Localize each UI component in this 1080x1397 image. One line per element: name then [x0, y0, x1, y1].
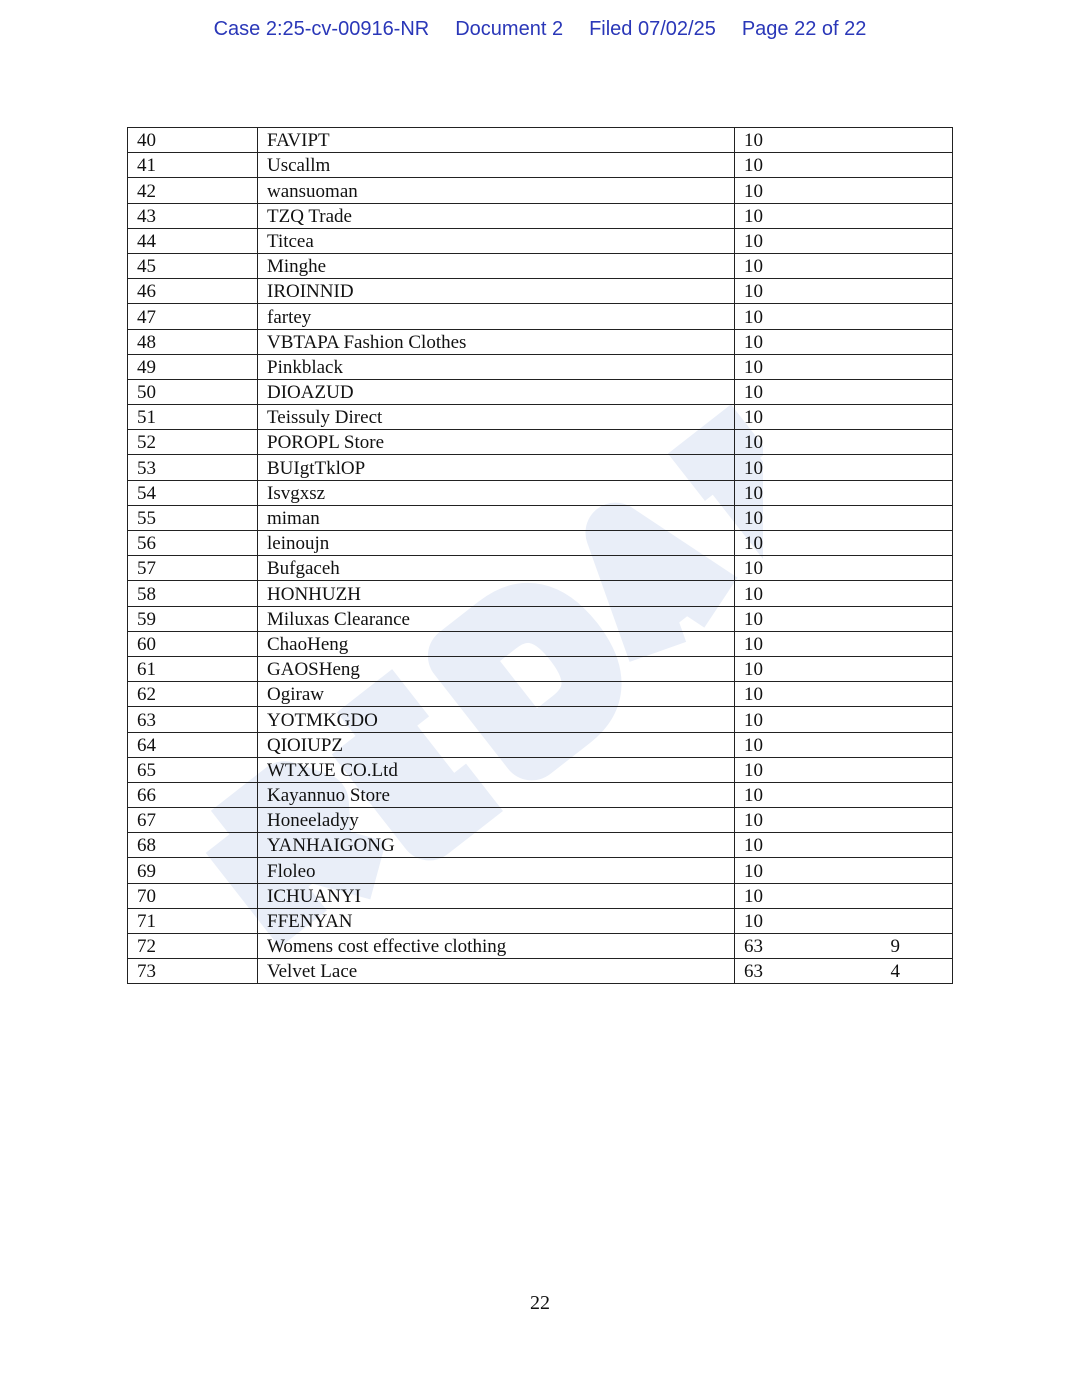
redaction-block: [763, 480, 895, 505]
row-number: 73: [128, 959, 258, 984]
table-row: [128, 732, 953, 757]
seller-id-visible: 10: [744, 558, 763, 580]
seller-id-visible: 10: [744, 180, 763, 202]
table-row: [128, 304, 953, 329]
seller-id-cell: [735, 631, 953, 656]
table-row: [128, 253, 953, 278]
filed-date: Filed 07/02/25: [589, 18, 716, 40]
table-row: [128, 858, 953, 883]
row-number: 70: [128, 883, 258, 908]
seller-id-visible: 10: [744, 155, 763, 177]
seller-name: POROPL Store: [258, 430, 735, 455]
seller-id-visible: 10: [744, 508, 763, 529]
redaction-block: [763, 354, 895, 379]
redaction-block: [763, 178, 895, 203]
row-number: 51: [128, 405, 258, 430]
seller-name: Floleo: [258, 858, 735, 883]
row-number: 43: [128, 203, 258, 228]
seller-id-cell: [735, 531, 953, 556]
table-row: [128, 682, 953, 707]
seller-id-cell: [735, 682, 953, 707]
seller-id-cell: [735, 253, 953, 278]
seller-id-visible: 10: [744, 659, 763, 681]
seller-name: Uscallm: [258, 153, 735, 178]
seller-name: Teissuly Direct: [258, 405, 735, 430]
row-number: 40: [128, 128, 258, 153]
seller-id-cell: [735, 833, 953, 858]
seller-id-cell: [735, 656, 953, 681]
seller-id-visible: 10: [744, 785, 763, 807]
row-number: 55: [128, 505, 258, 530]
seller-name: Velvet Lace: [258, 959, 735, 984]
redaction-block: [763, 707, 895, 732]
seller-name: FFENYAN: [258, 908, 735, 933]
redaction-block: [763, 153, 895, 178]
redaction-block: [763, 556, 895, 581]
table-row: [128, 228, 953, 253]
case-header: [0, 18, 1080, 41]
seller-id-cell: [735, 782, 953, 807]
seller-id-visible: 10: [744, 482, 763, 504]
seller-name: ICHUANYI: [258, 883, 735, 908]
seller-name: FAVIPT: [258, 128, 735, 153]
table-row: [128, 883, 953, 908]
row-number: 41: [128, 153, 258, 178]
seller-id-cell: [735, 203, 953, 228]
seller-id-cell: [735, 757, 953, 782]
table-row: [128, 354, 953, 379]
schedule-table-body: [128, 128, 953, 984]
redaction-block: [763, 732, 895, 757]
redaction-block: [763, 304, 895, 329]
redaction-block: [763, 959, 895, 984]
seller-name: Honeeladyy: [258, 808, 735, 833]
seller-name: GAOSHeng: [258, 656, 735, 681]
seller-id-visible: 10: [744, 835, 763, 857]
seller-id-visible: 10: [744, 684, 763, 706]
row-number: 45: [128, 253, 258, 278]
table-row: [128, 329, 953, 354]
seller-id-visible: 10: [744, 331, 763, 353]
seller-id-cell: [735, 908, 953, 933]
table-row: [128, 959, 953, 984]
seller-name: Womens cost effective clothing: [258, 934, 735, 959]
seller-name: IROINNID: [258, 279, 735, 304]
seller-name: ChaoHeng: [258, 631, 735, 656]
seller-id-visible: 63: [744, 936, 763, 958]
seller-id-cell: [735, 228, 953, 253]
seller-id-cell: [735, 505, 953, 530]
seller-id-visible: 10: [744, 205, 763, 227]
redaction-block: [763, 430, 895, 455]
seller-id-cell: [735, 581, 953, 606]
page-of: Page 22 of 22: [741, 18, 867, 40]
seller-name: leinoujn: [258, 531, 735, 556]
row-number: 42: [128, 178, 258, 203]
table-row: [128, 153, 953, 178]
table-row: [128, 379, 953, 404]
row-number: 65: [128, 757, 258, 782]
row-number: 57: [128, 556, 258, 581]
row-number: 72: [128, 934, 258, 959]
seller-id-cell: [735, 480, 953, 505]
seller-id-cell: [735, 883, 953, 908]
seller-id-visible: 10: [744, 608, 763, 630]
case-number: Case 2:25-cv-00916-NR: [213, 18, 430, 40]
seller-id-cell: [735, 304, 953, 329]
redaction-block: [763, 329, 895, 354]
seller-id-cell: [735, 732, 953, 757]
redaction-block: [763, 505, 895, 530]
redaction-block: [763, 405, 895, 430]
seller-name: QIOIUPZ: [258, 732, 735, 757]
row-number: 52: [128, 430, 258, 455]
seller-id-visible: 10: [744, 230, 763, 252]
table-row: [128, 279, 953, 304]
row-number: 47: [128, 304, 258, 329]
row-number: 60: [128, 631, 258, 656]
row-number: 49: [128, 354, 258, 379]
seller-id-visible: 10: [744, 885, 763, 907]
seller-name: TZQ Trade: [258, 203, 735, 228]
table-row: [128, 178, 953, 203]
seller-id-visible: 10: [744, 130, 763, 152]
table-row: [128, 480, 953, 505]
row-number: 46: [128, 279, 258, 304]
seller-id-visible: 10: [744, 356, 763, 378]
seller-id-tail: 9: [890, 936, 900, 958]
seller-id-visible: 10: [744, 709, 763, 731]
redaction-block: [763, 883, 895, 908]
seller-id-cell: [735, 128, 953, 153]
redaction-block: [763, 682, 895, 707]
seller-id-cell: [735, 556, 953, 581]
document-number: Document 2: [455, 18, 564, 40]
seller-name: fartey: [258, 304, 735, 329]
seller-id-visible: 10: [744, 583, 763, 605]
seller-name: Pinkblack: [258, 354, 735, 379]
redaction-block: [763, 833, 895, 858]
row-number: 63: [128, 707, 258, 732]
seller-id-visible: 10: [744, 306, 763, 328]
seller-id-cell: [735, 329, 953, 354]
row-number: 66: [128, 782, 258, 807]
row-number: 67: [128, 808, 258, 833]
seller-id-cell: [735, 354, 953, 379]
seller-id-cell: [735, 858, 953, 883]
seller-name: WTXUE CO.Ltd: [258, 757, 735, 782]
table-row: [128, 606, 953, 631]
redaction-block: [763, 455, 895, 480]
seller-name: wansuoman: [258, 178, 735, 203]
seller-id-tail: 4: [890, 961, 900, 983]
table-row: [128, 531, 953, 556]
seller-id-cell: [735, 405, 953, 430]
seller-name: DIOAZUD: [258, 379, 735, 404]
table-row: [128, 656, 953, 681]
table-row: [128, 430, 953, 455]
seller-name: HONHUZH: [258, 581, 735, 606]
seller-id-cell: [735, 178, 953, 203]
redaction-block: [763, 253, 895, 278]
table-row: [128, 581, 953, 606]
redaction-block: [763, 656, 895, 681]
redaction-block: [763, 631, 895, 656]
seller-id-cell: [735, 153, 953, 178]
seller-id-visible: 63: [744, 961, 763, 983]
seller-id-cell: [735, 959, 953, 984]
redaction-block: [763, 908, 895, 933]
table-row: [128, 908, 953, 933]
row-number: 50: [128, 379, 258, 404]
table-row: [128, 556, 953, 581]
seller-name: VBTAPA Fashion Clothes: [258, 329, 735, 354]
redaction-block: [763, 782, 895, 807]
row-number: 53: [128, 455, 258, 480]
seller-id-cell: [735, 606, 953, 631]
redaction-block: [763, 757, 895, 782]
table-row: [128, 455, 953, 480]
table-row: [128, 203, 953, 228]
schedule-table: [127, 127, 953, 984]
redaction-block: [763, 808, 895, 833]
seller-name: Kayannuo Store: [258, 782, 735, 807]
seller-id-visible: 10: [744, 911, 763, 932]
row-number: 56: [128, 531, 258, 556]
row-number: 68: [128, 833, 258, 858]
seller-id-visible: 10: [744, 407, 763, 429]
row-number: 62: [128, 682, 258, 707]
seller-name: Ogiraw: [258, 682, 735, 707]
table-row: [128, 707, 953, 732]
redaction-block: [763, 228, 895, 253]
table-row: [128, 833, 953, 858]
seller-id-cell: [735, 379, 953, 404]
redaction-block: [763, 379, 895, 404]
row-number: 44: [128, 228, 258, 253]
table-row: [128, 631, 953, 656]
row-number: 61: [128, 656, 258, 681]
row-number: 54: [128, 480, 258, 505]
seller-id-visible: 10: [744, 256, 763, 278]
seller-id-visible: 10: [744, 810, 763, 832]
seller-name: Isvgxsz: [258, 480, 735, 505]
seller-name: miman: [258, 505, 735, 530]
seller-id-visible: 10: [744, 533, 763, 555]
row-number: 58: [128, 581, 258, 606]
row-number: 71: [128, 908, 258, 933]
redaction-block: [763, 279, 895, 304]
table-row: [128, 934, 953, 959]
redaction-block: [763, 934, 895, 959]
seller-id-cell: [735, 707, 953, 732]
redaction-block: [763, 581, 895, 606]
redaction-block: [763, 203, 895, 228]
redaction-block: [763, 531, 895, 556]
seller-id-cell: [735, 934, 953, 959]
row-number: 59: [128, 606, 258, 631]
seller-name: Titcea: [258, 228, 735, 253]
table-row: [128, 782, 953, 807]
page-number: 22: [530, 1292, 550, 1314]
seller-id-cell: [735, 430, 953, 455]
seller-id-cell: [735, 455, 953, 480]
redaction-block: [763, 858, 895, 883]
seller-name: BUIgtTklOP: [258, 455, 735, 480]
seller-id-visible: 10: [744, 432, 763, 454]
seller-name: YANHAIGONG: [258, 833, 735, 858]
seller-id-visible: 10: [744, 382, 763, 404]
table-row: [128, 808, 953, 833]
seller-id-visible: 10: [744, 281, 763, 303]
seller-name: Bufgaceh: [258, 556, 735, 581]
row-number: 64: [128, 732, 258, 757]
seller-id-visible: 10: [744, 457, 763, 479]
seller-name: YOTMKGDO: [258, 707, 735, 732]
seller-name: Minghe: [258, 253, 735, 278]
row-number: 69: [128, 858, 258, 883]
seller-name: Miluxas Clearance: [258, 606, 735, 631]
row-number: 48: [128, 329, 258, 354]
table-row: [128, 757, 953, 782]
redaction-block: [763, 128, 895, 153]
table-row: [128, 128, 953, 153]
seller-id-cell: [735, 279, 953, 304]
seller-id-visible: 10: [744, 759, 763, 781]
table-row: [128, 405, 953, 430]
seller-id-cell: [735, 808, 953, 833]
table-row: [128, 505, 953, 530]
seller-id-visible: 10: [744, 633, 763, 655]
redaction-block: [763, 606, 895, 631]
seller-id-visible: 10: [744, 860, 763, 882]
seller-id-visible: 10: [744, 734, 763, 756]
